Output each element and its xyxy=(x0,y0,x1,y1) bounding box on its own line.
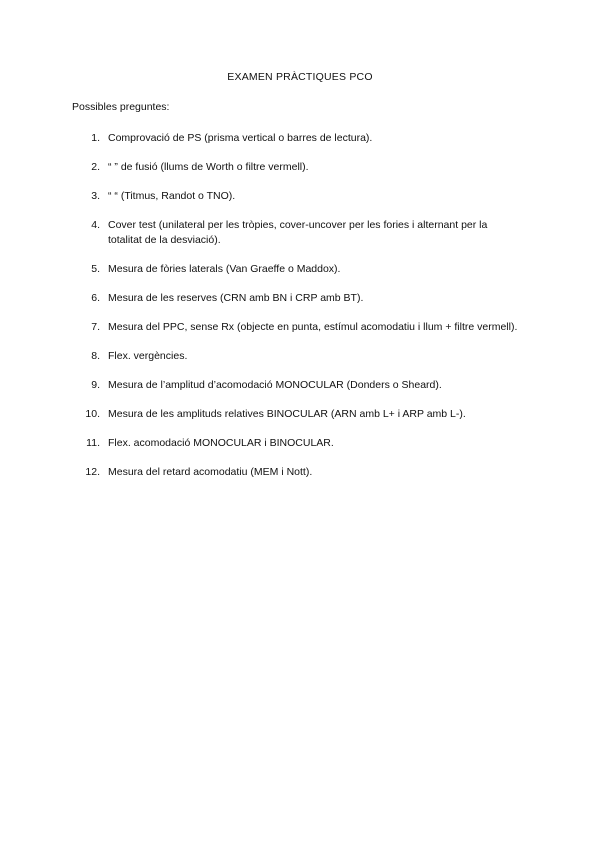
item-number: 2. xyxy=(91,161,100,173)
item-number: 5. xyxy=(91,263,100,275)
list-item xyxy=(72,189,522,204)
list-item xyxy=(72,218,522,248)
list-item xyxy=(72,160,522,175)
item-text: Mesura del retard acomodatiu (MEM i Nott). xyxy=(108,466,313,478)
list-item xyxy=(72,465,522,480)
item-number: 3. xyxy=(91,190,100,202)
document-title: EXAMEN PRÀCTIQUES PCO xyxy=(227,71,373,83)
list-item xyxy=(72,262,522,277)
item-text: Mesura de les amplituds relatives BINOCULAR (ARN amb L+ i ARP amb L-). xyxy=(108,408,466,420)
list-item xyxy=(72,349,522,364)
item-number: 9. xyxy=(91,379,100,391)
intro-text: Possibles preguntes: xyxy=(72,101,170,113)
list-item xyxy=(72,131,522,146)
item-text: Cover test (unilateral per les tròpies, cover-uncover per les fories i alternant per la totalitat de la desviació). xyxy=(108,219,488,246)
item-text: Flex. acomodació MONOCULAR i BINOCULAR. xyxy=(108,437,334,449)
item-number: 7. xyxy=(91,321,100,333)
item-number: 11. xyxy=(86,437,100,449)
list-item xyxy=(72,436,522,451)
list-item xyxy=(72,378,522,393)
item-text: “ ” de fusió (llums de Worth o filtre vermell). xyxy=(108,161,309,173)
question-list xyxy=(72,131,522,494)
item-number: 6. xyxy=(91,292,100,304)
item-text: Mesura de l’amplitud d’acomodació MONOCULAR (Donders o Sheard). xyxy=(108,379,442,391)
item-text: Mesura de fòries laterals (Van Graeffe o Maddox). xyxy=(108,263,341,275)
item-text: Flex. vergències. xyxy=(108,350,188,362)
item-number: 10. xyxy=(85,408,100,420)
item-number: 1. xyxy=(91,132,100,144)
item-text: “ “ (Titmus, Randot o TNO). xyxy=(108,190,236,202)
list-item xyxy=(72,407,522,422)
item-text: Mesura de les reserves (CRN amb BN i CRP amb BT). xyxy=(108,292,364,304)
item-number: 12. xyxy=(85,466,100,478)
item-number: 4. xyxy=(91,219,100,231)
item-text: Mesura del PPC, sense Rx (objecte en punta, estímul acomodatiu i llum + filtre vermell). xyxy=(108,321,518,333)
list-item xyxy=(72,291,522,306)
item-text: Comprovació de PS (prisma vertical o barres de lectura). xyxy=(108,132,373,144)
list-item xyxy=(72,320,522,335)
item-number: 8. xyxy=(91,350,100,362)
